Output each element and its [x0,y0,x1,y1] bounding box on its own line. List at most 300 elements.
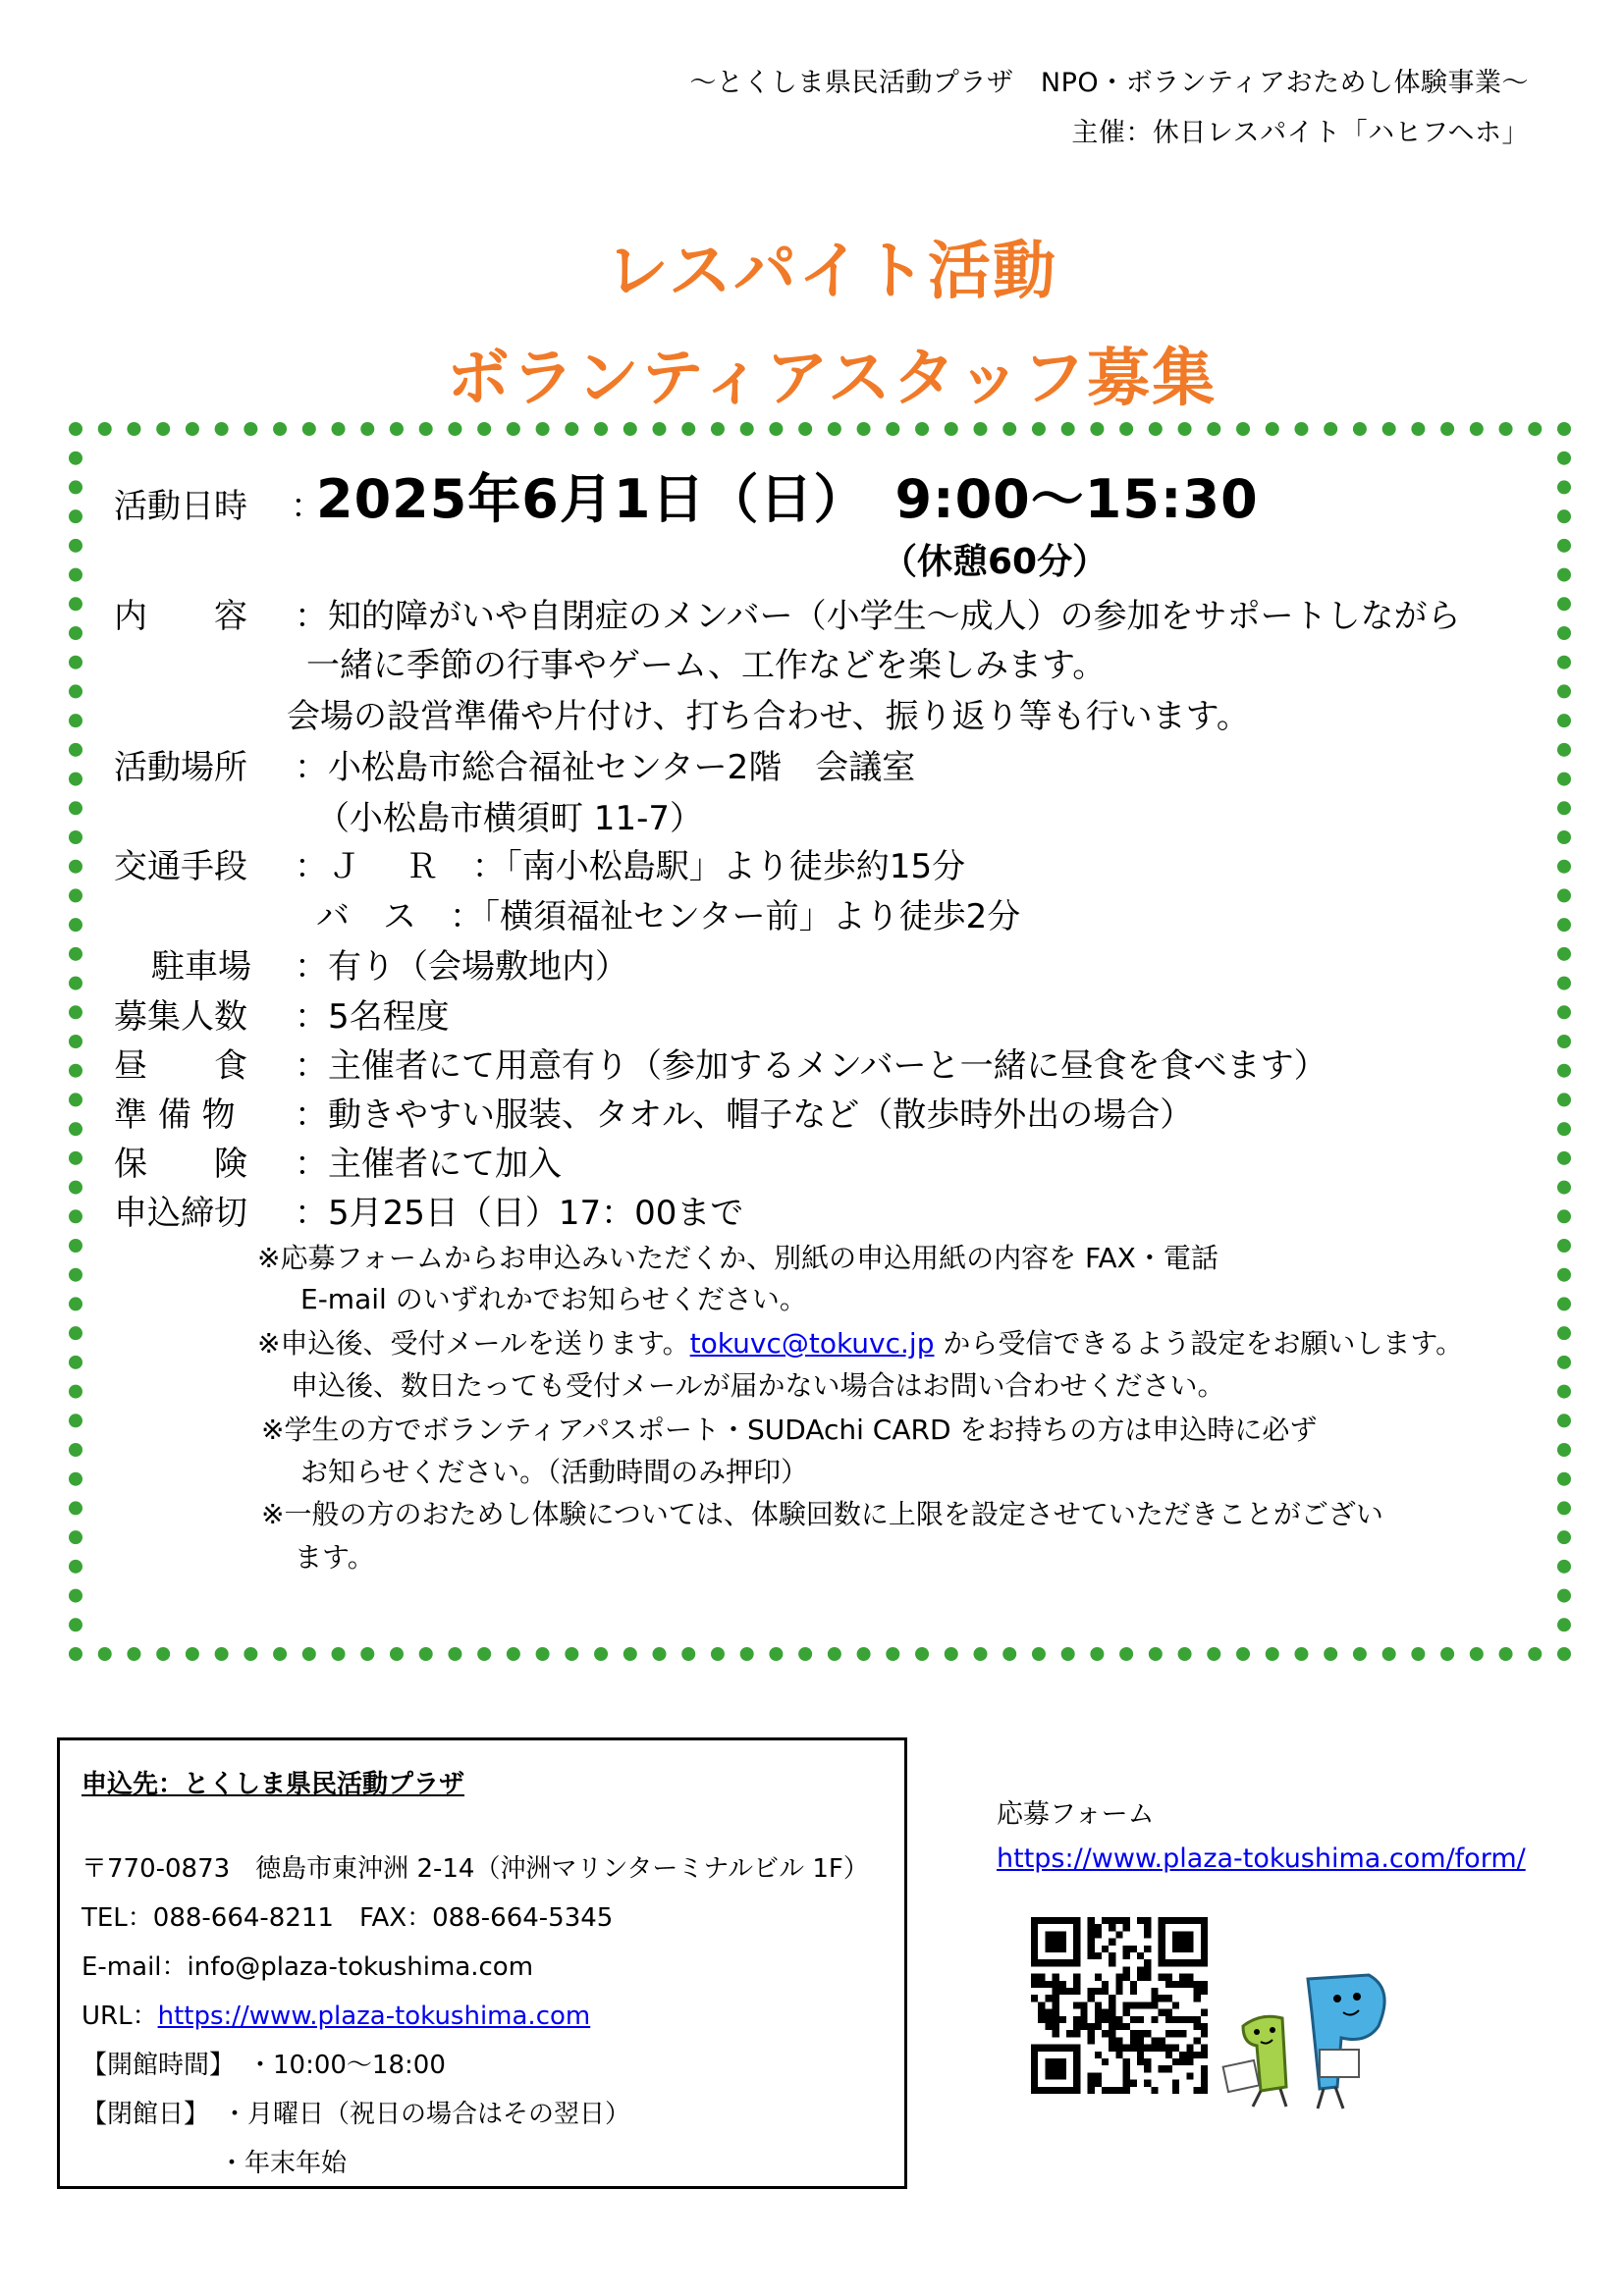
border-dot [1061,1647,1075,1661]
border-dot [419,422,433,436]
qr-module [1130,1946,1137,1952]
qr-module [1073,1981,1080,1988]
qr-module [1053,1995,1059,2002]
contact-closed-1: 【閉館日】 ・月曜日（祝日の場合はその翌日） [81,2100,631,2129]
border-dot [1324,1647,1337,1661]
qr-module [1123,2087,1130,2094]
qr-module [1109,1924,1115,1931]
qr-module [1045,2016,1052,2023]
border-dot [1557,626,1571,640]
border-dot [1557,743,1571,757]
date-value: 2025年6月1日（日） 9:00〜15:30 [316,468,1259,530]
qr-module [1088,1939,1095,1946]
qr-module [1201,2030,1208,2037]
qr-module [1115,1917,1122,1924]
qr-module [1172,2030,1179,2037]
capacity-value: ：5名程度 [295,997,450,1037]
qr-module [1066,2030,1073,2037]
qr-module [1172,2045,1179,2052]
border-dot [69,947,82,961]
border-dot [69,918,82,932]
qr-module [1109,1959,1115,1966]
border-dot [69,480,82,494]
qr-module [1194,1988,1201,1995]
contact-hours: 【開館時間】 ・10:00〜18:00 [81,2051,446,2080]
border-dot [302,1647,316,1661]
contact-url-row [81,1996,590,2032]
note-4-line-1: ※一般の方のおためし体験については、体験回数に上限を設定させていただきことがござい [261,1498,1383,1530]
title-line-1: レスパイト活動 [605,236,1058,308]
border-dot [1557,684,1571,698]
border-dot [1266,1647,1279,1661]
qr-module [1053,1988,1059,1995]
qr-module [1109,2009,1115,2016]
border-dot [69,1472,82,1486]
qr-module [1045,1931,1066,1952]
qr-module [1095,2009,1102,2016]
border-dot [507,1647,520,1661]
qr-module [1038,2009,1045,2016]
qr-module [1095,1974,1102,1981]
qr-module [1053,1981,1059,1988]
border-dot [1557,1589,1571,1603]
qr-module [1053,1974,1059,1981]
qr-module [1194,2087,1201,2094]
qr-module [1172,2080,1179,2087]
border-dot [302,422,316,436]
qr-module [1159,2045,1165,2052]
border-dot [1557,452,1571,465]
qr-module [1144,2058,1151,2065]
border-dot [1557,509,1571,523]
border-dot [1557,918,1571,932]
qr-module [1144,2065,1151,2072]
border-dot [69,1122,82,1136]
note-2-line-1 [257,1322,1463,1362]
qr-module [1179,2058,1186,2065]
border-dot [1557,1064,1571,1078]
qr-module [1123,2023,1130,2030]
qr-module [1115,2037,1122,2044]
border-dot [623,1647,637,1661]
border-dot [1557,1530,1571,1544]
border-dot [1353,1647,1367,1661]
border-dot [1557,888,1571,902]
border-dot [886,1647,899,1661]
contact-email: E-mail：info@plaza-tokushima.com [81,1952,534,1982]
border-dot [69,656,82,669]
deadline-value: ：5月25日（日）17：00まで [295,1194,744,1233]
border-dot [1032,1647,1046,1661]
border-dot [1557,773,1571,786]
border-dot [1382,422,1396,436]
border-dot [1207,422,1220,436]
note-1-line-2: E-mail のいずれかでお知らせください。 [300,1283,807,1315]
qr-module [1088,2080,1095,2087]
border-dot [69,743,82,757]
border-dot [69,1560,82,1574]
border-dot [886,422,899,436]
border-dot [477,422,491,436]
qr-module [1115,2087,1122,2094]
qr-module [1165,2052,1172,2058]
qr-module [1172,2087,1179,2094]
border-dot [1557,801,1571,815]
qr-module [1186,1974,1193,1981]
border-dot [127,1647,140,1661]
qr-module [1137,2016,1144,2023]
qr-module [1201,2080,1208,2087]
qr-module [1109,2016,1115,2023]
qr-module [1194,2037,1201,2044]
qr-module [1159,2065,1165,2072]
border-dot [769,422,783,436]
qr-module [1109,2030,1115,2037]
border-dot [69,977,82,990]
border-dot [857,1647,871,1661]
qr-module [1053,2016,1059,2023]
qr-module [1109,1995,1115,2002]
qr-module [1102,1981,1109,1988]
border-dot [681,422,695,436]
plaza-url-link[interactable]: https://www.plaza-tokushima.com [157,2002,591,2031]
border-dot [215,1647,229,1661]
qr-module [1201,2065,1208,2072]
border-dot [536,422,550,436]
qr-module [1201,1988,1208,1995]
border-dot [69,1443,82,1457]
qr-module [1179,1974,1186,1981]
border-dot [69,597,82,611]
border-dot [1557,947,1571,961]
border-dot [390,422,404,436]
qr-module [1165,1995,1172,2002]
qr-module [1130,1981,1137,1988]
border-dot [69,888,82,902]
parking-label: 駐車場 [151,947,251,987]
contact-tel-fax: TEL：088-664-8211 FAX：088-664-5345 [81,1903,614,1933]
border-dot [69,1035,82,1048]
border-dot [1557,1151,1571,1165]
border-dot [1557,1035,1571,1048]
border-dot [448,422,461,436]
qr-module [1109,1939,1115,1946]
border-dot [769,1647,783,1661]
qr-module [1151,1988,1158,1995]
border-dot [653,1647,667,1661]
qr-module [1201,2023,1208,2030]
qr-module [1201,2052,1208,2058]
border-dot [69,860,82,874]
border-dot [711,422,725,436]
qr-module [1130,2037,1137,2044]
qr-module [1088,1924,1095,1931]
transport-line-1: ：Ｊ Ｒ ：「南小松島駅」より徒歩約15分 [295,847,966,886]
qr-module [1165,2009,1172,2016]
border-dot [1557,422,1571,436]
border-dot [681,1647,695,1661]
qr-module [1151,2087,1158,2094]
qr-module [1123,1974,1130,1981]
border-dot [69,1356,82,1369]
border-dot [1382,1647,1396,1661]
border-dot [69,1326,82,1340]
qr-module [1095,2016,1102,2023]
qr-module [1179,2030,1186,2037]
note-2-line-2: 申込後、数日たっても受付メールが届かない場合はお問い合わせください。 [291,1369,1225,1402]
qr-module [1186,2052,1193,2058]
qr-module [1095,2052,1102,2058]
border-dot [1557,1268,1571,1282]
qr-module [1144,1959,1151,1966]
lunch-value: ：主催者にて用意有り（参加するメンバーと一緒に昼食を食べます） [295,1046,1327,1086]
border-dot [1178,422,1192,436]
qr-module [1123,2080,1130,2087]
border-dot [1557,539,1571,553]
border-dot [1557,656,1571,669]
qr-module [1159,2037,1165,2044]
border-dot [1557,714,1571,727]
content-line-1: ：知的障がいや自閉症のメンバー（小学生〜成人）の参加をサポートしながら [295,597,1461,636]
qr-module [1194,2016,1201,2023]
qr-module [1123,1924,1130,1931]
border-dot [477,1647,491,1661]
border-dot [594,422,608,436]
border-dot [857,422,871,436]
qr-module [1088,2023,1095,2030]
border-dot [69,714,82,727]
qr-module [1053,2023,1059,2030]
qr-module [1186,2058,1193,2065]
border-dot [1061,422,1075,436]
qr-module [1186,2072,1193,2079]
qr-code-icon[interactable] [1031,1914,1208,2097]
qr-module [1088,1988,1095,1995]
qr-module [1130,2016,1137,2023]
border-dot [1324,422,1337,436]
border-dot [448,1647,461,1661]
border-dot [536,1647,550,1661]
qr-module [1172,2016,1179,2023]
qr-module [1123,1952,1130,1959]
qr-module [1088,2087,1095,2094]
border-dot [711,1647,725,1661]
qr-module [1095,2072,1102,2079]
qr-module [1201,1981,1208,1988]
border-dot [332,1647,346,1661]
qr-module [1144,1974,1151,1981]
qr-module [1137,1952,1144,1959]
qr-module [1038,2002,1045,2008]
border-dot [69,684,82,698]
border-dot [1557,1647,1571,1661]
qr-module [1137,2058,1144,2065]
qr-module [1045,2058,1066,2080]
email-link[interactable]: tokuvc@tokuvc.jp [689,1327,935,1360]
border-dot [828,1647,841,1661]
qr-module [1172,1981,1179,1988]
border-dot [565,1647,578,1661]
border-dot [1119,1647,1133,1661]
qr-module [1031,1995,1038,2002]
border-dot [69,1209,82,1223]
note-1-line-1: ※応募フォームからお申込みいただくか、別紙の申込用紙の内容を FAX・電話 [257,1242,1218,1274]
contact-box [57,1737,907,2189]
qr-module [1102,1988,1109,1995]
qr-module [1151,1995,1158,2002]
qr-module [1137,2030,1144,2037]
qr-module [1045,1981,1052,1988]
place-line-2: （小松島市横須町 11-7） [316,799,703,838]
border-dot [332,422,346,436]
capacity-label: 募集人数 [114,997,247,1037]
border-dot [69,509,82,523]
content-label: 内 容 [114,597,247,636]
border-dot [1440,1647,1454,1661]
form-url-link[interactable]: https://www.plaza-tokushima.com/form/ [997,1843,1526,1874]
qr-module [1201,2045,1208,2052]
border-dot [1557,1122,1571,1136]
qr-module [1186,2045,1193,2052]
border-dot [69,1064,82,1078]
qr-module [1115,2045,1122,2052]
border-dot [69,1501,82,1515]
border-dot [1557,568,1571,582]
contact-closed-2: ・年末年始 [219,2149,348,2178]
border-dot [69,1414,82,1427]
form-label: 応募フォーム [997,1799,1155,1830]
border-dot [1528,422,1542,436]
qr-module [1179,1981,1186,1988]
border-dot [1557,1297,1571,1310]
qr-module [1137,2045,1144,2052]
qr-module [1165,2065,1172,2072]
qr-module [1102,2030,1109,2037]
border-dot [1557,977,1571,990]
border-dot [1557,830,1571,844]
qr-module [1130,2045,1137,2052]
qr-module [1109,2002,1115,2008]
border-dot [1236,1647,1250,1661]
border-dot [69,830,82,844]
items-label: 準 備 物 [114,1095,236,1135]
border-dot [1090,1647,1104,1661]
border-dot [1557,1209,1571,1223]
qr-module [1053,2009,1059,2016]
border-dot [1090,422,1104,436]
qr-module [1073,2030,1080,2037]
border-dot [1557,1618,1571,1631]
qr-module [1109,2045,1115,2052]
place-line-1: ：小松島市総合福祉センター2階 会議室 [295,748,916,787]
border-dot [1353,422,1367,436]
url-label: URL： [81,2002,158,2031]
qr-module [1109,2037,1115,2044]
qr-module [1080,2023,1087,2030]
qr-module [1123,2072,1130,2079]
border-dot [1557,1181,1571,1195]
qr-module [1088,2037,1095,2044]
border-dot [1119,422,1133,436]
qr-module [1095,1924,1102,1931]
border-dot [1557,597,1571,611]
border-dot [1557,1414,1571,1427]
qr-module [1095,2002,1102,2008]
border-dot [244,422,257,436]
border-dot [69,1268,82,1282]
border-dot [69,1151,82,1165]
border-dot [1149,422,1163,436]
qr-module [1095,2080,1102,2087]
note-3-line-1: ※学生の方でボランティアパスポート・SUDAchi CARD をお持ちの方は申込時に必ず [261,1414,1318,1446]
qr-module [1059,1988,1066,1995]
title-line-2: ボランティアスタッフ募集 [446,343,1218,415]
qr-module [1151,2045,1158,2052]
border-dot [828,422,841,436]
border-dot [1557,1443,1571,1457]
border-dot [273,1647,287,1661]
qr-module [1073,2016,1080,2023]
border-dot [798,1647,812,1661]
border-dot [1470,1647,1484,1661]
border-dot [1499,422,1513,436]
qr-module [1088,1917,1095,1924]
qr-module [1102,1946,1109,1952]
insurance-value: ：主催者にて加入 [295,1145,562,1184]
qr-module [1165,2045,1172,2052]
qr-module [1144,2030,1151,2037]
qr-module [1123,2002,1130,2008]
border-dot [215,422,229,436]
qr-module [1045,1995,1052,2002]
qr-module [1165,1981,1172,1988]
qr-module [1045,2023,1052,2030]
qr-module [1073,2023,1080,2030]
qr-module [1144,1917,1151,1924]
border-dot [69,1239,82,1253]
qr-module [1123,2065,1130,2072]
qr-module [1172,1931,1194,1952]
contact-title: 申込先：とくしま県民活動プラザ [81,1770,465,1799]
qr-module [1038,1974,1045,1981]
content-line-2: 一緒に季節の行事やゲーム、工作などを楽しみます。 [306,646,1107,685]
qr-module [1144,1946,1151,1952]
qr-module [1151,2016,1158,2023]
border-dot [1557,1093,1571,1106]
qr-module [1031,1981,1038,1988]
qr-module [1179,2016,1186,2023]
border-dot [390,1647,404,1661]
qr-module [1137,2052,1144,2058]
border-dot [1294,1647,1308,1661]
border-dot [69,1589,82,1603]
qr-module [1165,2016,1172,2023]
border-dot [1032,422,1046,436]
border-dot [69,539,82,553]
border-dot [1557,1501,1571,1515]
qr-module [1137,2037,1144,2044]
transport-line-2: バ ス ：「横須福祉センター前」より徒歩2分 [316,897,1021,936]
border-dot [69,422,82,436]
qr-module [1144,1931,1151,1938]
qr-module [1059,2016,1066,2023]
qr-module [1038,2016,1045,2023]
border-dot [798,422,812,436]
border-dot [360,422,374,436]
border-dot [69,1005,82,1019]
note-2-pre: ※申込後、受付メールを送ります。 [257,1327,690,1360]
border-dot [915,1647,929,1661]
